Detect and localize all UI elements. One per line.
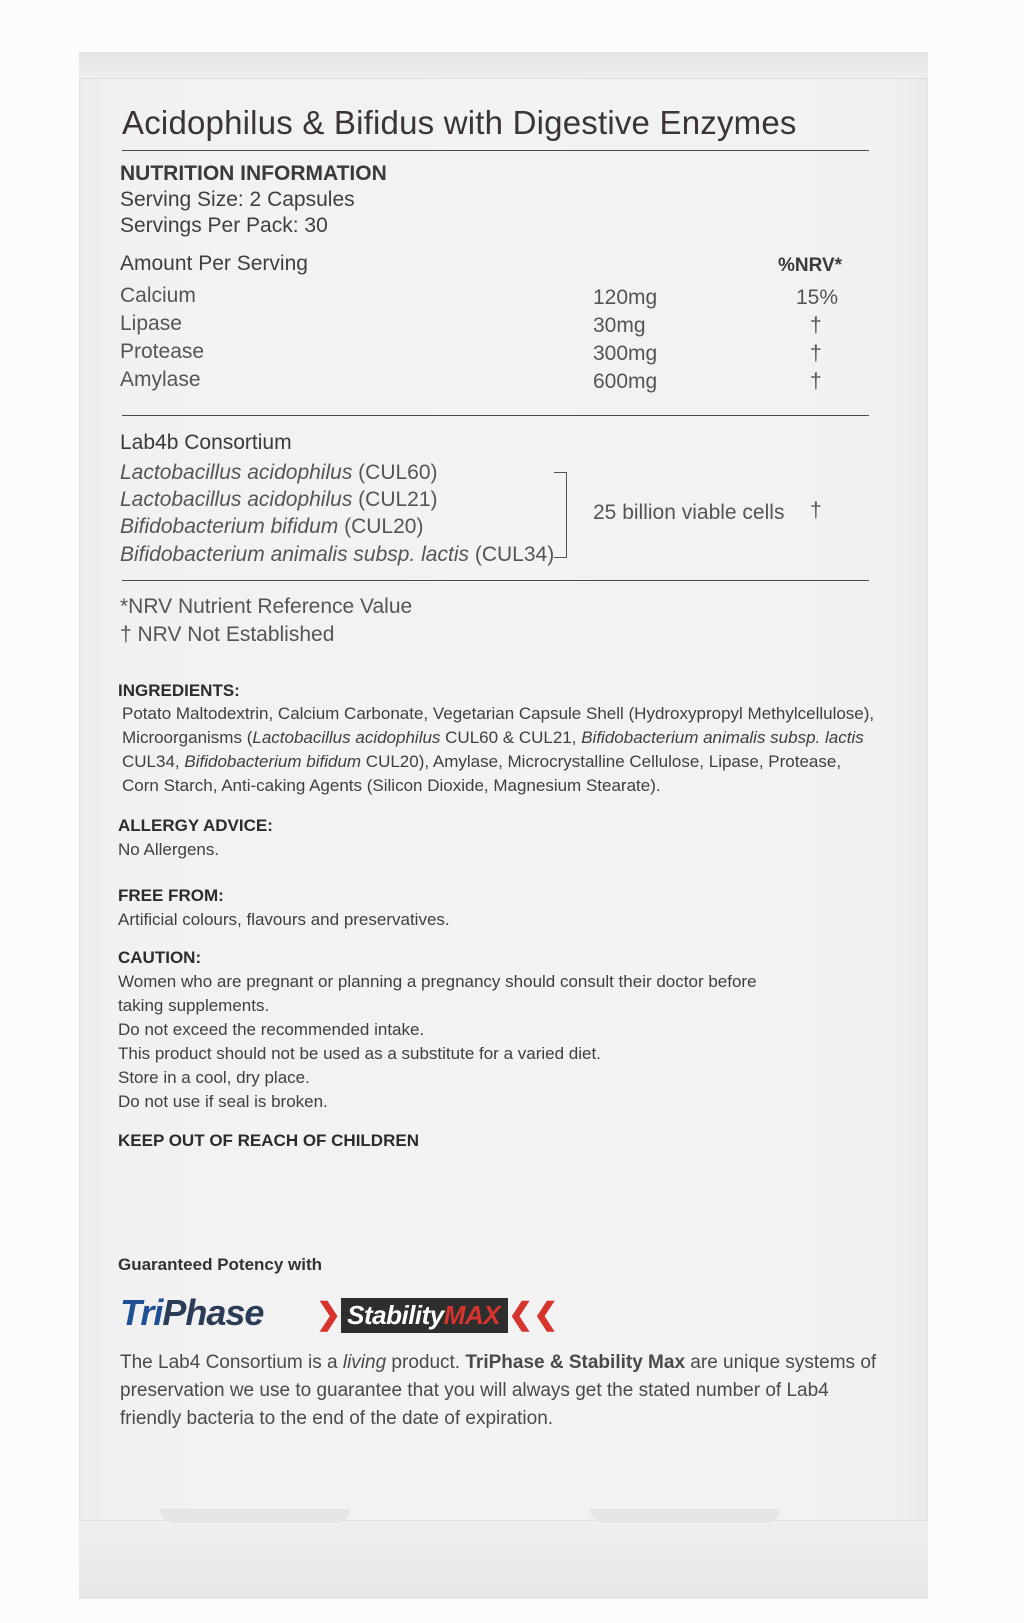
nutrient-nrv: † [810, 342, 822, 365]
keep-out-warning: KEEP OUT OF REACH OF CHILDREN [118, 1131, 419, 1150]
stability-max-wordmark [341, 1298, 508, 1333]
nutrient-nrv: † [810, 314, 822, 337]
stability-wordmark-part: Stability [347, 1299, 444, 1330]
product-title: Acidophilus & Bifidus with Digestive Enzymes [122, 104, 797, 141]
nutrient-amount: 30mg [593, 314, 646, 337]
ingredients-part: CUL34, [122, 752, 185, 771]
strain-line [120, 461, 438, 485]
ingredients-part: Potato Maltodextrin, Calcium Carbonate, Vegetarian Capsule Shell (Hydroxypropyl Methylcellulose), Microorganisms ( [122, 704, 875, 747]
box-top-flap [79, 52, 928, 79]
footnote-part: living [342, 1352, 387, 1373]
footnote-part: TriPhase & Stability Max [465, 1352, 686, 1373]
ingredients-part: CUL20), Amylase, Microcrystalline Cellulose, Lipase, Protease, Corn Starch, Anti-caking Agents (Silicon Dioxide, Magnesium Stearate). [122, 752, 842, 795]
caution-heading: CAUTION: [118, 948, 202, 967]
strain-line [120, 515, 423, 539]
preservation-footnote [120, 1349, 880, 1433]
chevron-right-icon: ❯ [316, 1298, 342, 1331]
nutrient-name: Protease [120, 340, 205, 363]
chevron-left-icon: ❮❮ [508, 1298, 559, 1331]
strain-bracket [554, 472, 567, 558]
ingredients-part: CUL60 & CUL21, [440, 728, 582, 747]
strain-line [120, 543, 554, 567]
free-from-text: Artificial colours, flavours and preservatives. [118, 910, 450, 929]
caution-line: Do not exceed the recommended intake. [118, 1020, 425, 1039]
consortium-heading: Lab4b Consortium [120, 431, 292, 454]
box-notch [590, 1509, 780, 1523]
strain-name: Lactobacillus acidophilus [120, 488, 353, 511]
nutrient-nrv: † [810, 370, 822, 393]
nutrient-amount: 300mg [593, 342, 658, 365]
nutrient-name: Calcium [120, 284, 196, 307]
nutrient-nrv: 15% [796, 286, 839, 309]
nrv-header: %NRV* [778, 255, 843, 276]
strain-code: (CUL20) [344, 515, 424, 538]
strain-name: Bifidobacterium bifidum [120, 515, 339, 538]
ingredients-heading: INGREDIENTS: [118, 681, 240, 700]
consortium-nrv: † [810, 499, 822, 522]
consortium-amount: 25 billion viable cells [593, 501, 785, 524]
triphase-logo-part: Tri [120, 1292, 163, 1333]
triphase-logo [120, 1292, 263, 1334]
caution-line: This product should not be used as a substitute for a varied diet. [118, 1044, 601, 1063]
stability-max-logo [316, 1296, 558, 1334]
caution-line: Women who are pregnant or planning a pregnancy should consult their doctor before [118, 972, 757, 991]
divider [122, 150, 869, 151]
potency-heading: Guaranteed Potency with [118, 1255, 323, 1274]
nutrient-name: Lipase [120, 312, 182, 335]
divider [122, 580, 869, 581]
footnote-part: are unique systems of preservation we use to guarantee that you will always get the stated number of Lab4 friendly bacteria to the end of the date of expiration. [120, 1352, 877, 1429]
strain-code: (CUL60) [358, 461, 438, 484]
free-from-heading: FREE FROM: [118, 886, 224, 905]
divider [122, 415, 869, 416]
allergy-heading: ALLERGY ADVICE: [118, 816, 273, 835]
triphase-logo-part: Phase [162, 1292, 264, 1333]
ingredients-part: Bifidobacterium bifidum [184, 752, 362, 771]
ingredients-part: Lactobacillus acidophilus [252, 728, 441, 747]
footnote-part: The Lab4 Consortium is a [120, 1352, 343, 1373]
strain-code: (CUL34) [474, 543, 555, 566]
amount-per-serving-header: Amount Per Serving [120, 252, 308, 275]
caution-line: Do not use if seal is broken. [118, 1092, 328, 1111]
serving-size: Serving Size: 2 Capsules [120, 188, 355, 211]
caution-line: Store in a cool, dry place. [118, 1068, 310, 1087]
nutrition-heading: NUTRITION INFORMATION [120, 162, 387, 185]
nutrient-amount: 600mg [593, 370, 658, 393]
nutrient-name: Amylase [120, 368, 201, 391]
strain-name: Bifidobacterium animalis subsp. lactis [120, 543, 469, 566]
nrv-definition: *NRV Nutrient Reference Value [120, 595, 413, 618]
nutrient-amount: 120mg [593, 286, 658, 309]
strain-name: Lactobacillus acidophilus [120, 461, 353, 484]
strain-line [120, 488, 438, 512]
strain-code: (CUL21) [358, 488, 438, 511]
ingredients-part: Bifidobacterium animalis subsp. lactis [581, 728, 864, 747]
caution-line: taking supplements. [118, 996, 270, 1015]
footnote-part: product. [386, 1352, 466, 1373]
stability-wordmark-part: MAX [443, 1299, 501, 1330]
nrv-not-established: † NRV Not Established [120, 623, 335, 646]
box-bottom-flap [79, 1520, 928, 1599]
servings-per-pack: Servings Per Pack: 30 [120, 214, 328, 237]
allergy-text: No Allergens. [118, 840, 220, 859]
box-notch [160, 1509, 350, 1523]
ingredients-text [122, 702, 882, 798]
